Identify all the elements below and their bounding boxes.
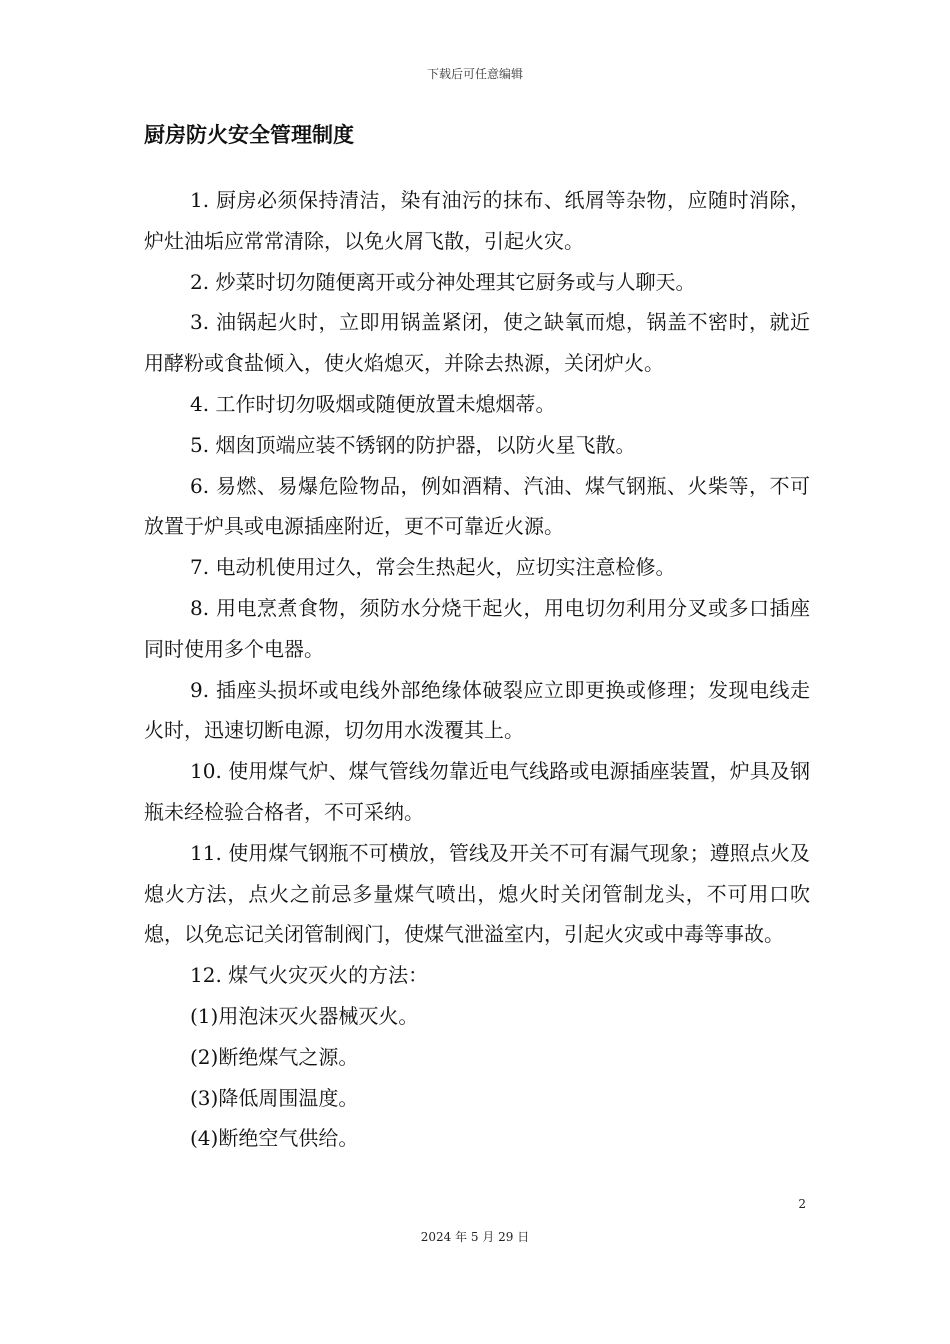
paragraph-2: 2. 炒菜时切勿随便离开或分神处理其它厨务或与人聊天。 (190, 269, 696, 294)
paragraph-6: 6. 易燃、易爆危险物品，例如酒精、汽油、煤气钢瓶、火柴等，不可放置于炉具或电源插座附近，更不可靠近火源。 (144, 473, 810, 539)
paragraph-4: 4. 工作时切勿吸烟或随便放置未熄烟蒂。 (190, 391, 556, 416)
sub-item-1: (1)用泡沫灭火器械灭火。 (190, 1003, 419, 1028)
paragraph-8: 8. 用电烹煮食物，须防水分烧干起火，用电切勿利用分叉或多口插座同时使用多个电器。 (144, 595, 810, 661)
sub-item-2: (2)断绝煤气之源。 (190, 1044, 359, 1069)
document-title: 厨房防火安全管理制度 (144, 123, 354, 147)
header-note: 下载后可任意编辑 (426, 67, 523, 81)
document-body (144, 180, 810, 1159)
paragraph-7: 7. 电动机使用过久，常会生热起火，应切实注意检修。 (190, 555, 676, 580)
page-number: 2 (798, 1197, 806, 1211)
paragraph-5: 5. 烟囱顶端应装不锈钢的防护器，以防火星飞散。 (190, 432, 636, 457)
paragraph-9: 9. 插座头损坏或电线外部绝缘体破裂应立即更换或修理；发现电线走火时，迅速切断电源，切勿用水泼覆其上。 (144, 677, 810, 743)
sub-item-4: (4)断绝空气供给。 (190, 1126, 359, 1151)
paragraph-10: 10. 使用煤气炉、煤气管线勿靠近电气线路或电源插座装置，炉具及钢瓶未经检验合格者，不可采纳。 (144, 759, 810, 824)
paragraph-3: 3. 油锅起火时，立即用锅盖紧闭，使之缺氧而熄，锅盖不密时，就近用酵粉或食盐倾入，使火焰熄灭，并除去热源，关闭炉火。 (144, 310, 810, 376)
paragraph-11: 11. 使用煤气钢瓶不可横放，管线及开关不可有漏气现象；遵照点火及熄火方法，点火之前忌多量煤气喷出，熄火时关闭管制龙头，不可用口吹熄，以免忘记关闭管制阀门，使煤气泄溢室内，引起火灾或中毒等事故。 (144, 840, 810, 947)
paragraph-12: 12. 煤气火灾灭火的方法： (190, 963, 429, 988)
sub-item-3: (3)降低周围温度。 (190, 1085, 359, 1110)
paragraph-1: 1. 厨房必须保持清洁，染有油污的抹布、纸屑等杂物，应随时消除，炉灶油垢应常常清除，以免火屑飞散，引起火灾。 (144, 188, 810, 253)
footer-date: 2024 年 5 月 29 日 (420, 1230, 530, 1244)
